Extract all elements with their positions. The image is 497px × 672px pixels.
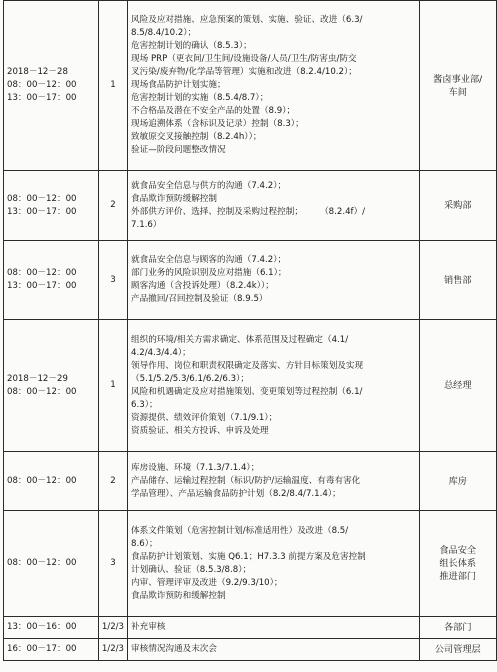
date-text: 2018－12－29: [7, 373, 68, 384]
department-cell: [419, 452, 496, 511]
content-line: 8.6）；: [131, 538, 158, 549]
content-line: （5.1/5.2/5.3/6.1/6.2/6.3）；: [131, 373, 249, 384]
time-range-text: 16：00－17：00: [7, 644, 77, 654]
table-row: [4, 171, 497, 241]
content-line: 风险和机遇确定及应对措施策划、变更策划等过程控制（6.1/: [131, 386, 363, 397]
time-cell: [4, 617, 99, 639]
table-row: [4, 511, 497, 617]
audit-content-cell: [128, 171, 419, 241]
department-cell: [419, 320, 496, 452]
team-cell: 1/2/3: [98, 617, 127, 639]
date-text: 2018－12－28: [7, 67, 68, 77]
content-line: 食品防护计划策划、实施 Q6.1；H7.3.3 前提方案及危害控制: [131, 551, 366, 562]
department-text: 车间: [448, 86, 467, 98]
team-cell: 1: [98, 320, 127, 452]
time-cell: [4, 452, 99, 511]
department-text: 食品安全: [439, 545, 477, 556]
team-cell: 3: [98, 241, 127, 320]
content-line: 现场食品防护计划实施；: [131, 80, 226, 90]
department-cell: [419, 171, 496, 241]
content-line: 领导作用、岗位和职责权限确定及落实、方针目标策划及实现: [131, 360, 364, 371]
content-line: 资源提供、绩效评价策划（7.1/9.1）；: [131, 412, 278, 423]
content-line: 顾客沟通（含投诉处理）（8.2.4k））；: [131, 281, 274, 291]
content-line: 叉污染/废弃物/化学品等管理）实施和改进（8.2.4/10.2）；: [131, 67, 357, 77]
team-cell: 2: [98, 452, 127, 511]
team-cell: 2: [98, 171, 127, 241]
table-row: [4, 320, 497, 452]
content-line: 部门业务的风险识别及应对措施（6.1）；: [131, 268, 287, 278]
content-line: 外部供方评价、选择、控制及采购过程控制； （8.2.4f）/: [131, 206, 366, 217]
audit-content-cell: [128, 617, 419, 639]
team-cell: 1: [98, 1, 127, 171]
content-line: 体系文件策划（危害控制计划/标准适用性）及改进（8.5/: [131, 525, 349, 536]
content-line: 危害控制计划的实施（8.5.4/8.7）；: [131, 93, 269, 103]
department-text: 酱卤事业部/: [433, 73, 483, 85]
table-row: [4, 241, 497, 320]
audit-content-cell: [128, 511, 419, 617]
content-line: 计划确认、验证（8.5.3/8.8）；: [131, 564, 252, 575]
department-text: 库房: [448, 475, 467, 487]
audit-content-cell: [128, 452, 419, 511]
department-cell: [419, 1, 496, 171]
department-text: 公司管理层: [434, 644, 481, 655]
content-line: 8.5/8.4/10.2）；: [131, 28, 197, 38]
time-range-text: 08：00－12：00: [7, 193, 77, 204]
content-line: 资质验证、相关方投诉、申诉及处理: [131, 425, 269, 436]
department-text: 组长体系: [439, 558, 477, 569]
team-cell: 1/2/3: [98, 639, 127, 661]
content-line: 产品撤回/召回控制及验证（8.9.5）: [131, 294, 268, 304]
audit-content-cell: [128, 241, 419, 320]
time-range-text: 08：00－12：00: [7, 475, 77, 486]
content-line: 补充审核: [131, 622, 166, 632]
department-cell: [419, 511, 496, 617]
content-line: 就食品安全信息与顾客的沟通（7.4.2）；: [131, 255, 287, 265]
audit-content-cell: [128, 320, 419, 452]
content-line: 内审、管理评审及改进（9.2/9.3/10）；: [131, 577, 283, 588]
team-cell: 3: [98, 511, 127, 617]
table-row: [4, 639, 497, 661]
content-line: 库房设施、环境（7.1.3/7.1.4）；: [131, 462, 260, 473]
time-range-text: 13：00－16：00: [7, 622, 77, 632]
content-line: 食品欺诈预防缓解控制: [131, 193, 217, 204]
content-line: 致敏原交叉接触控制（8.2.4h））；: [131, 132, 262, 142]
department-cell: [419, 241, 496, 320]
department-text: 销售部: [443, 274, 472, 286]
content-line: 审核情况沟通及末次会: [131, 644, 217, 654]
time-cell: [4, 320, 99, 452]
time-range-text: 13：00－17：00: [7, 206, 77, 217]
time-cell: [4, 511, 99, 617]
department-text: 采购部: [443, 200, 472, 211]
time-range-text: 08：00－12：00: [7, 268, 77, 278]
time-cell: [4, 171, 99, 241]
content-line: 学品管理）、产品运输食品防护计划（8.2/8.4/7.1.4）；: [131, 488, 341, 499]
table-row: [4, 452, 497, 511]
department-text: 总经理: [443, 380, 472, 391]
time-cell: [4, 1, 99, 171]
content-line: 7.1.6）: [131, 219, 162, 230]
content-line: 食品欺诈预防和缓解控制: [131, 590, 226, 601]
audit-schedule-table: [3, 0, 497, 661]
department-cell: [419, 639, 496, 661]
content-line: 验证—阶段问题整改情况: [131, 145, 226, 155]
time-range-text: 08：00－12：00: [7, 386, 77, 397]
department-cell: [419, 617, 496, 639]
audit-content-cell: [128, 639, 419, 661]
time-range-text: 13：00－17：00: [7, 93, 77, 103]
table-row: [4, 1, 497, 171]
content-line: 就食品安全信息与供方的沟通（7.4.2）；: [131, 180, 287, 191]
content-line: 产品储存、运输过程控制（标识/防护/运输温度、有毒有害化: [131, 475, 361, 486]
content-line: 危害控制计划的确认（8.5.3）；: [131, 41, 252, 51]
content-line: 6.3）；: [131, 399, 158, 410]
content-line: 现场追溯体系（含标识及记录）控制（8.3）；: [131, 119, 304, 129]
time-cell: [4, 241, 99, 320]
content-line: 现场 PRP（更衣间/卫生间/设施设备/人员/卫生/防害虫/防交: [131, 54, 357, 64]
time-cell: [4, 639, 99, 661]
content-line: 组织的环境/相关方需求确定、体系范围及过程确定（4.1/: [131, 334, 349, 345]
content-line: 4.2/4.3/4.4）；: [131, 347, 191, 358]
department-text: 各部门: [443, 622, 472, 633]
time-range-text: 08：00－12：00: [7, 558, 77, 568]
audit-content-cell: [128, 1, 419, 171]
time-range-text: 13：00－17：00: [7, 281, 77, 291]
table-row: [4, 617, 497, 639]
department-text: 推进部门: [439, 571, 477, 582]
content-line: 不合格品及潜在不安全产品的处置（8.9）；: [131, 106, 296, 116]
content-line: 风险及应对措施、应急预案的策划、实施、验证、改进（6.3/: [131, 15, 363, 25]
time-range-text: 08：00－12：00: [7, 80, 77, 90]
